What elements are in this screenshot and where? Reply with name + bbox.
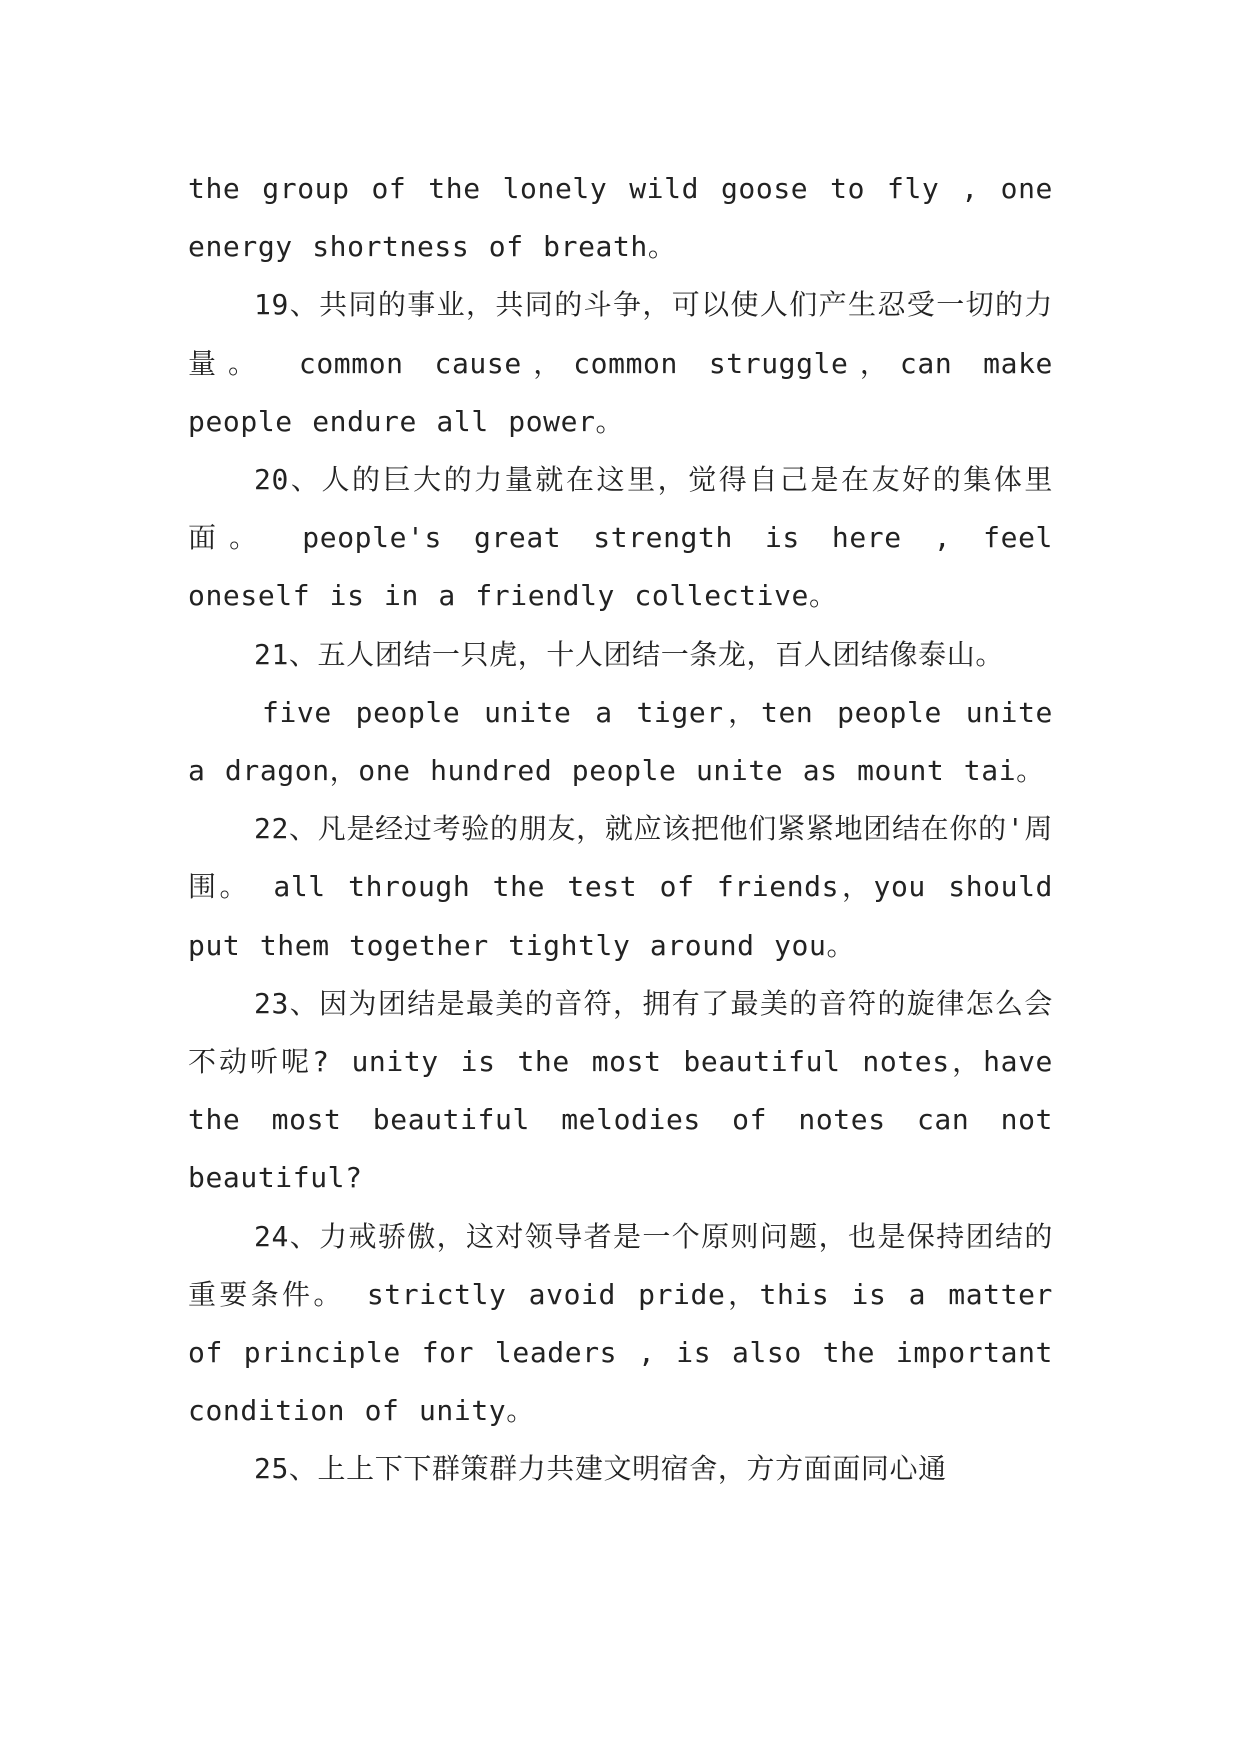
paragraph-21: 21、五人团结一只虎，十人团结一条龙，百人团结像泰山。 — [254, 637, 1004, 671]
paragraph-25: 25、上上下下群策群力共建文明宿舍，方方面面同心通 — [254, 1452, 947, 1486]
document-page — [188, 160, 1053, 1499]
paragraph-23: 23、因为团结是最美的音符，拥有了最美的音符的旋律怎么会不动听呢? unity is the most beautiful notes，have the most beautiful melodies of notes can not beautiful? — [188, 986, 1053, 1195]
paragraph-21-translation: five people unite a tiger，ten people unite a dragon，one hundred people unite as mount tai。 — [188, 695, 1053, 788]
paragraph-19: 19、共同的事业，共同的斗争，可以使人们产生忍受一切的力量。 common cause，common struggle，can make people endure all power。 — [188, 288, 1053, 438]
paragraph-24: 24、力戒骄傲，这对领导者是一个原则问题，也是保持团结的重要条件。 strictly avoid pride，this is a matter of principle for leaders , is also the important condition of unity。 — [188, 1219, 1053, 1428]
paragraph-18-continuation: the group of the lonely wild goose to fly , one energy shortness of breath。 — [188, 172, 1053, 264]
paragraph-22: 22、凡是经过考验的朋友，就应该把他们紧紧地团结在你的'周围。 all through the test of friends，you should put them together tightly around you。 — [188, 812, 1053, 962]
paragraph-20: 20、人的巨大的力量就在这里，觉得自己是在友好的集体里面。 people's great strength is here , feel oneself is in a friendly collective。 — [188, 463, 1053, 613]
